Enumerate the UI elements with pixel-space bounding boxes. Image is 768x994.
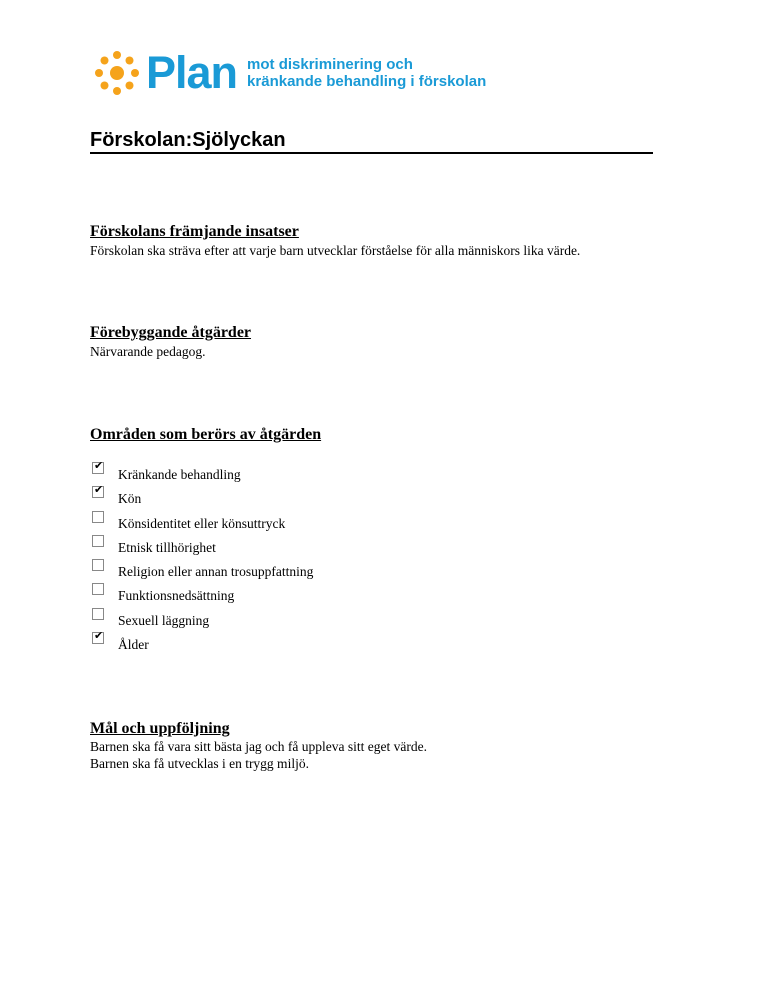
checkmark-icon: ✔ [94, 459, 104, 472]
logo-tagline-line2: kränkande behandling i förskolan [247, 73, 487, 90]
checkbox-unchecked[interactable] [92, 559, 104, 571]
text-mal-line-2: Barnen ska få utvecklas i en trygg miljö. [90, 756, 309, 771]
logo-tagline [247, 56, 486, 90]
sun-icon [94, 50, 140, 96]
checkbox-checked[interactable] [92, 483, 104, 498]
checklist-item-label: Kränkande behandling [118, 467, 241, 482]
checkbox-unchecked[interactable] [92, 583, 104, 595]
heading-mal-och-uppfoljning: Mål och uppföljning [90, 720, 230, 737]
checklist-item-label: Etnisk tillhörighet [118, 539, 216, 555]
checklist-item-label: Ålder [118, 637, 149, 653]
text-framjande-insatser: Förskolan ska sträva efter att varje barn utvecklar förståelse för alla människors lika värde. [90, 243, 581, 258]
text-mal-line-1: Barnen ska få vara sitt bästa jag och få uppleva sitt eget värde. [90, 739, 427, 754]
checkmark-icon: ✔ [94, 483, 104, 497]
heading-forebyggande-atgarder: Förebyggande åtgärder [90, 324, 252, 341]
heading-framjande-insatser: Förskolans främjande insatser [90, 223, 299, 240]
checklist-item-label: Funktionsnedsättning [118, 588, 235, 604]
checklist-item-label: Religion eller annan trosuppfattning [118, 564, 314, 580]
page-title: Förskolan:Sjölyckan [90, 128, 653, 154]
checkbox-checked[interactable] [92, 629, 104, 644]
text-forebyggande-atgarder: Närvarande pedagog. [90, 344, 206, 359]
checklist-item-label: Sexuell läggning [118, 612, 210, 628]
checkbox-checked[interactable] [92, 459, 104, 474]
plan-logo [94, 47, 487, 98]
checkbox-unchecked[interactable] [92, 608, 104, 620]
heading-omraden: Områden som berörs av åtgärden [90, 426, 322, 443]
checkbox-unchecked[interactable] [92, 535, 104, 547]
checkbox-unchecked[interactable] [92, 511, 104, 523]
checklist-item-label: Könsidentitet eller könsuttryck [118, 515, 286, 531]
logo-tagline-line1: mot diskriminering och [247, 56, 413, 73]
checkmark-icon: ✔ [94, 629, 104, 643]
checklist-item-label: Kön [118, 491, 142, 507]
logo-wordmark: Plan [146, 47, 238, 98]
